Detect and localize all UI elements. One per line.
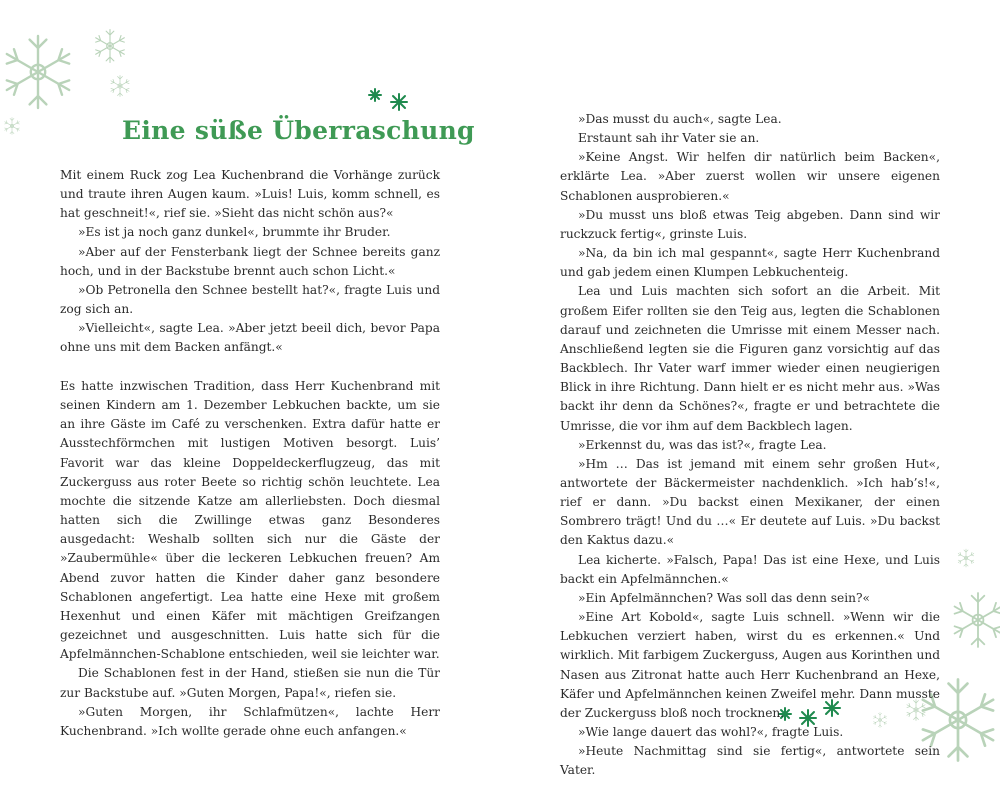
paragraph: Es hatte inzwischen Tradition, dass Herr Kuchenbrand mit seinen Kindern am 1. Dezember Lebkuchen backte, um sie an ihre Gäste im Café zu verschenken. Extra dafür hatte er Ausstechförmchen mit lustigen Motiven besorgt. Luis’ Favorit war das kleine Doppeldeckerflugzeug, das mit Zuckerguss aus roter Beete so richtig schön leuchtete. Lea mochte die sitzende Katze am allerliebsten. Doch diesmal hatten sich die Zwillinge etwas ganz Besonderes ausgedacht: Weshalb sollten sich nur die Gäste der »Zaubermühle« über die leckeren Lebkuchen freuen? Am Abend zuvor hatten die Kinder daher ganz besondere Schablonen angefertigt. Lea hatte eine Hexe mit großem Hexenhut und einen Käfer mit mächtigen Greifzangen gezeichnet und ausgeschnitten. Luis hatte sich für die Apfelmännchen-Schablone entschieden, weil sie leichter war. [60,379,440,662]
paragraph: »Heute Nachmittag sind sie fertig«, antwortete sein Vater. [560,744,940,778]
paragraph: »Erkennst du, was das ist?«, fragte Lea. [578,437,827,452]
left-block-2 [60,377,440,741]
paragraph: Lea kicherte. »Falsch, Papa! Das ist eine Hexe, und Luis backt ein Apfelmännchen.« [560,552,940,586]
green-star-icon [366,86,412,114]
paragraph: Lea und Luis machten sich sofort an die Arbeit. Mit großem Eifer rollten sie den Teig aus, legten die Schablonen darauf und zeichneten die Umrisse mit einem Messer nach. Anschließend legten sie die Figuren ganz vorsichtig auf das Backblech. Ihr Vater warf immer wieder einen neugierigen Blick in ihre Richtung. Dann hielt er es nicht mehr aus. »Was backt ihr denn da Schönes?«, fragte er und betrachtete die Umrisse, die vor ihm auf dem Backblech lagen. [560,284,940,433]
paragraph: »Guten Morgen, ihr Schlafmützen«, lachte Herr Kuchenbrand. »Ich wollte gerade ohne euch anfangen.« [60,704,440,738]
paragraph: Die Schablonen fest in der Hand, stießen sie nun die Tür zur Backstube auf. »Guten Morgen, Papa!«, riefen sie. [60,666,440,700]
paragraph: »Ein Apfelmännchen? Was soll das denn sein?« [578,590,870,605]
paragraph: »Wie lange dauert das wohl?«, fragte Luis. [578,725,844,739]
paragraph: »Ob Petronella den Schnee bestellt hat?«, fragte Luis und zog sich an. [60,282,440,317]
paragraph: »Du musst uns bloß etwas Teig abgeben. Dann sind wir ruckzuck fertig«, grinste Luis. [560,207,940,241]
chapter-title: Eine süße Überraschung [122,116,475,145]
right-page [560,110,940,780]
paragraph: »Na, da bin ich mal gespannt«, sagte Herr Kuchenbrand und gab jedem einen Klumpen Lebkuchenteig. [560,246,940,280]
paragraph: Mit einem Ruck zog Lea Kuchenbrand die Vorhänge zurück und traute ihren Augen kaum. »Luis! Luis, komm schnell, es hat geschneit!«, rief sie. »Sieht das nicht schön aus?« [60,168,440,221]
paragraph: »Hm … Das ist jemand mit einem sehr großen Hut«, antwortete der Bäckermeister nachdenklich. »Ich hab’s!«, rief er dann. »Du backst einen Mexikaner, der einen Sombrero trägt! Und du …« Er deutete auf Luis. »Du backst den Kaktus dazu.« [560,456,940,548]
paragraph: »Das musst du auch«, sagte Lea. [578,112,782,126]
paragraph: »Eine Art Kobold«, sagte Luis schnell. »Wenn wir die Lebkuchen verziert haben, wirst du es erkennen.« Und wirklich. Mit farbigem Zuckerguss, Augen aus Korinthen und Nasen aus Zitronat hatte auch Herr Kuchenbrand an Hexe, Käfer und Apfelmännchen keinen Zweifel mehr. Dann musste der Zuckerguss bloß noch trocknen. [560,610,940,720]
paragraph: Erstaunt sah ihr Vater sie an. [578,131,760,146]
paragraph: »Aber auf der Fensterbank liegt der Schnee bereits ganz hoch, und in der Backstube brennt auch schon Licht.« [60,244,440,278]
paragraph: »Keine Angst. Wir helfen dir natürlich beim Backen«, erklärte Lea. »Aber zuerst wollen wir unsere eigenen Schablonen ausprobieren.« [560,150,940,203]
left-block-1 [60,166,440,358]
paragraph: »Vielleicht«, sagte Lea. »Aber jetzt beeil dich, bevor Papa ohne uns mit dem Backen anfängt.« [60,321,440,355]
paragraph: »Es ist ja noch ganz dunkel«, brummte ihr Bruder. [78,225,391,240]
